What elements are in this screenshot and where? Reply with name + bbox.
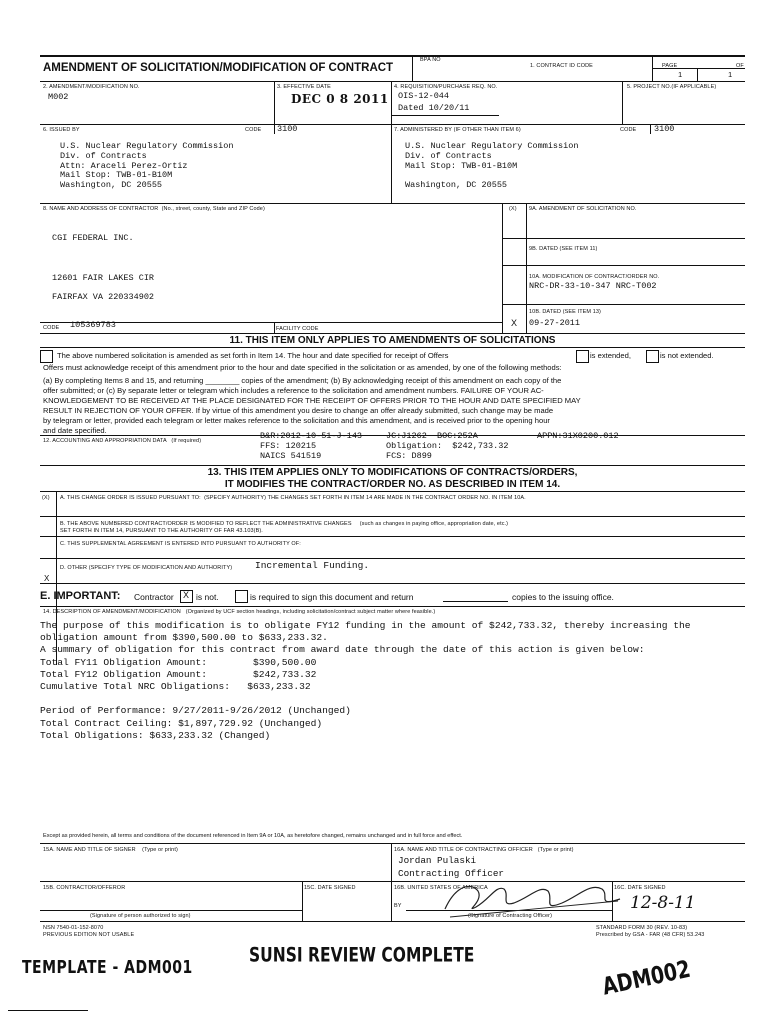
important-label: E. IMPORTANT: [40,590,121,602]
signer-name-label: 15A. NAME AND TITLE OF SIGNER [43,847,136,853]
prescribed-by-label: Prescribed by GSA - FAR (48 CFR) 53.243 [596,932,705,938]
issued-by-address: U.S. Nuclear Regulatory Commission Div. of Contracts Attn: Araceli Perez-Ortiz Mail Stop: TWB-01-B10M Washington, DC 20555 [60,141,234,191]
x-column-label: (X) [509,206,517,212]
item-13-x-label: (X) [42,495,50,501]
effective-date-stamp: DEC 0 8 2011 [291,92,389,106]
footer-note: Except as provided herein, all terms and conditions of the document referenced in Item 9A or 10A, as heretofore changed, remains unchanged and in full force and effect. [43,833,463,839]
is-not-mark: X [183,590,190,600]
item-13-d-value: Incremental Funding. [255,560,370,571]
united-states-label: 16B. UNITED STATES OF AMERICA [394,885,488,891]
officer-date-signed: 12-8-11 [630,893,696,913]
administered-by-label: 7. ADMINISTERED BY [394,127,452,133]
administered-by-address: U.S. Nuclear Regulatory Commission Div. of Contracts Mail Stop: TWB-01-B10M Washington, DC 20555 [405,141,579,191]
standard-form-label: STANDARD FORM 30 (REV. 10-83) [596,925,688,931]
page-label: PAGE [662,63,678,69]
nsn-number: NSN 7540-01-152-8070 [43,925,104,931]
item-13-c-label: C. THIS SUPPLEMENTAL AGREEMENT IS ENTERED INTO PURSUANT TO AUTHORITY OF: [60,541,301,547]
important-is-not: is not. [196,592,219,602]
item-10b-value: 09-27-2011 [529,318,581,328]
officer-date-label: 16C. DATE SIGNED [614,885,666,891]
amended-checkbox[interactable] [40,350,53,363]
officer-signature [430,877,630,919]
is-not-extended-label: is not extended. [660,351,714,360]
effective-date-label: 3. EFFECTIVE DATE [277,84,331,90]
contractor-address-1: 12601 FAIR LAKES CIR [52,273,155,283]
template-stamp: TEMPLATE - ADM001 [22,958,193,978]
amendment-no-label: 2. AMENDMENT/MODIFICATION NO. [43,84,140,90]
contractor-label-note: (No., street, county, State and ZIP Code) [161,206,265,212]
requisition-no: OIS-12-044 [398,91,450,101]
page-number: 1 [678,70,683,79]
item-11-line-1: The above numbered solicitation is amended as set forth in Item 14. The hour and date specified for receipt of Offers [57,351,449,360]
issued-code: 3100 [277,124,298,134]
item-14-description: The purpose of this modification is to obligate FY12 funding in the amount of $242,733.32, thereby increasing the obligation amount from $390,500.00 to $633,233.32. A summary of obligation for this contract from award date through the date of this action is given below: Total FY11 Obligation Amount: $390,500.00 Total FY12 Obligation Amount: $242,733.32 Cumulative Total NRC Obligations: $633,233.32 Period of Performance: 9/27/2011-9/26/2012 (Unchanged) Total Contract Ceiling: $1,897,729.92 (Unchanged) Total Obligations: $633,233.32 (Changed) [40,620,691,741]
important-rest-2: copies to the issuing office. [512,592,614,602]
item-10a-value: NRC-DR-33-10-347 NRC-T002 [529,281,657,291]
item-13-title-2: IT MODIFIES THE CONTRACT/ORDER NO. AS DESCRIBED IN ITEM 14. [224,479,561,490]
item-11-para-3: offer submitted; or (c) By separate letter or telegram which includes a reference to the solicitation and amendment numbers. FAILURE OF YOUR AC- [43,386,544,395]
signer-name-note: (Type or print) [142,847,178,853]
item-13-b-note: (such as changes in paying office, appropriation date, etc.) [359,521,509,527]
contractor-label: 8. NAME AND ADDRESS OF CONTRACTOR [43,206,159,212]
previous-edition-note: PREVIOUS EDITION NOT USABLE [43,932,135,938]
adm-stamp: ADM002 [600,955,693,1001]
is-extended-label: is extended, [590,351,631,360]
issued-code-label: CODE [245,127,262,133]
item-10a-label: 10A. MODIFICATION OF CONTRACT/ORDER NO. [529,274,660,280]
project-no-label: 5. PROJECT NO.(IF APPLICABLE) [627,84,717,90]
total-pages: 1 [728,70,733,79]
requisition-dated: Dated 10/20/11 [398,103,470,113]
contractor-signature-caption: (Signature of person authorized to sign) [90,913,191,919]
sunsi-review-stamp: SUNSI REVIEW COMPLETE [249,944,475,967]
item-9b-label: 9B. DATED (SEE ITEM 11) [529,246,598,252]
is-required-checkbox[interactable] [235,590,248,603]
item-10b-x-mark: X [511,318,518,328]
requisition-label: 4. REQUISITION/PURCHASE REQ. NO. [394,84,498,90]
item-11-para-6: by telegram or letter, provided each telegram or letter makes reference to the solicitation and this amendment, and is received prior to the opening hour [43,416,550,425]
contractor-code: 105369783 [70,320,116,330]
item-11-para-1: Offers must acknowledge receipt of this amendment prior to the hour and date specified in the solicitation or as amended, by one of the following methods: [43,363,562,372]
item-13-b-line-2: SET FORTH IN ITEM 14, PURSUANT TO THE AUTHORITY OF FAR 43.103(B). [60,528,263,534]
accounting-col-2: JC:J1262 BOC:252A Obligation: $242,733.32 FCS: D899 [386,431,509,461]
item-13-d-mark: X [44,574,50,583]
contractor-offeror-label: 15B. CONTRACTOR/OFFEROR [43,885,126,891]
contractor-date-label: 15C. DATE SIGNED [304,885,356,891]
amendment-no: M002 [48,92,69,102]
facility-code-label: FACILITY CODE [276,326,319,332]
item-13-d-label: D. OTHER (SPECIFY TYPE OF MODIFICATION AND AUTHORITY) [60,565,233,571]
item-13-b-label: B. THE ABOVE NUMBERED CONTRACT/ORDER IS MODIFIED TO REFLECT THE ADMINISTRATIVE CHANGES [60,521,352,527]
is-not-extended-checkbox[interactable] [646,350,659,363]
admin-code-label: CODE [620,127,637,133]
item-9a-label: 9A. AMENDMENT OF SOLICITATION NO. [529,206,637,212]
item-11-para-2: (a) By completing Items 8 and 15, and returning ________ copies of the amendment; (b) By acknowledging receipt of this amendment on each copy of the [43,376,562,385]
important-rest: is required to sign this document and return [250,592,414,602]
form-title: AMENDMENT OF SOLICITATION/MODIFICATION OF CONTRACT [43,62,394,74]
item-13-a-label: A. THIS CHANGE ORDER IS ISSUED PURSUANT TO: [60,495,201,501]
contractor-code-label: CODE [43,325,60,331]
administered-note: (IF OTHER THAN ITEM 6) [453,127,521,133]
contract-id-code-label: 1. CONTRACT ID CODE [530,63,593,69]
item-14-label: 14. DESCRIPTION OF AMENDMENT/MODIFICATION [43,609,181,615]
item-14-note: (Organized by UCF section headings, including solicitation/contract subject matter where feasible.) [185,609,436,615]
accounting-col-3: APPN:31X0200.012 [537,431,619,441]
item-11-para-5: RESULT IN REJECTION OF YOUR OFFER. If by virtue of this amendment you desire to change an offer already submitted, such change may be made [43,406,554,415]
issued-by-label: 6. ISSUED BY [43,127,80,133]
officer-name-label: 16A. NAME AND TITLE OF CONTRACTING OFFICER [394,847,533,853]
important-contractor: Contractor [134,592,174,602]
by-label: BY [394,903,402,909]
item-13-title-1: 13. THIS ITEM APPLIES ONLY TO MODIFICATIONS OF CONTRACTS/ORDERS, [207,467,578,478]
officer-title: Contracting Officer [398,868,505,879]
item-10b-label: 10B. DATED (SEE ITEM 13) [529,309,601,315]
contractor-name: CGI FEDERAL INC. [52,233,134,243]
officer-name-note: (Type or print) [537,847,574,853]
bpa-no-label: BPA NO [420,57,441,63]
officer-name: Jordan Pulaski [398,855,477,866]
admin-code: 3100 [654,124,675,134]
item-12-note: (If required) [171,438,202,444]
item-13-a-note: (SPECIFY AUTHORITY) THE CHANGES SET FORTH IN ITEM 14 ARE MADE IN THE CONTRACT ORDER NO. IN ITEM 10A. [204,495,526,501]
is-extended-checkbox[interactable] [576,350,589,363]
item-11-para-7: and date specified. [43,426,107,435]
item-11-title: 11. THIS ITEM ONLY APPLIES TO AMENDMENTS OF SOLICITATIONS [229,335,556,346]
contractor-address-2: FAIRFAX VA 220334902 [52,292,155,302]
accounting-col-1: B&R:2012-10-51-J-143 FFS: 120215 NAICS 541519 [260,431,363,461]
item-11-para-4: KNOWLEDGEMENT TO BE RECEIVED AT THE PLACE DESIGNATED FOR THE RECEIPT OF OFFERS PRIOR TO THE HOUR AND DATE SPECIFIED MAY [43,396,581,405]
officer-signature-caption: (Signature of Contracting Officer) [468,913,553,919]
of-label: OF [736,63,744,69]
item-12-label: 12. ACCOUNTING AND APPROPRIATION DATA [43,438,167,444]
